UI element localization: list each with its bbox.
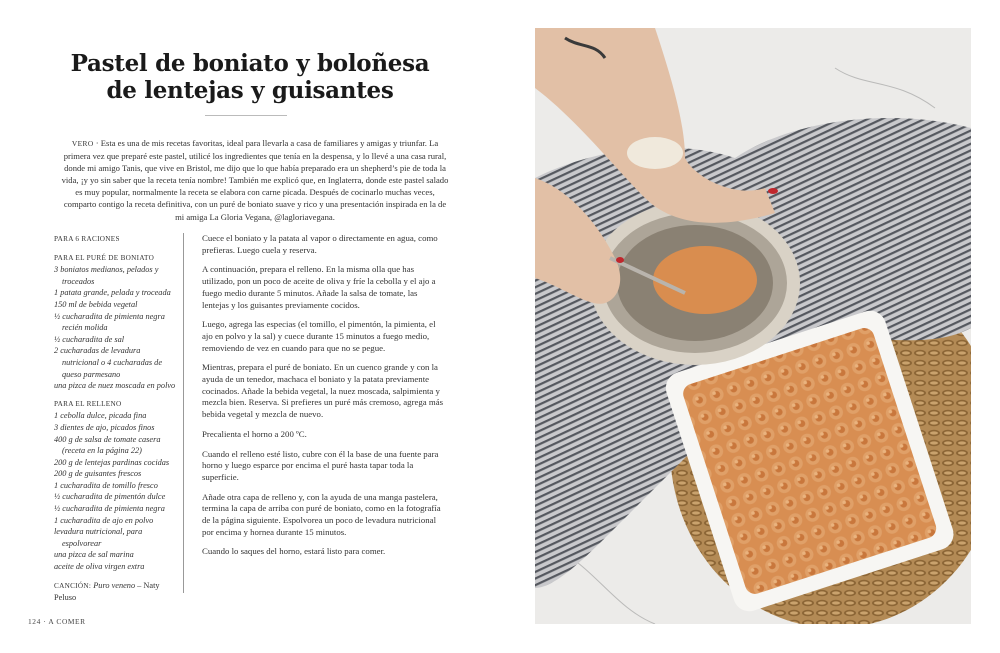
step-paragraph: Añade otra capa de relleno y, con la ayuda de una manga pastelera, termina la capa de arriba con puré de boniato, como en la fotografía de la página siguiente. Espolvorea un poco de levadura nutricional por encima y hornea durante 15 minutos. [202,491,441,537]
ingredient-item: 1 patata grande, pelada y troceada [54,288,171,298]
song-credit [54,580,178,604]
intro-text: · Esta es una de mis recetas favoritas, ideal para llevarla a casa de familiares y amigas y triunfar. La primera vez que preparé este pastel, utilicé los ingredientes que tenía en la despensa, y lo llevé a una casa rural, donde mi amigo Tanis, que vive en Bristol, me dijo que lo que había preparado era un shepherd’s pie de toda la vida, ¡y yo sin saber que la receta tenía nombre! También me explicó que, en Inglaterra, donde este pastel salado es muy popular, normalmente la receta se elabora con carne picada. Después de cocinarlo muchas veces, comparto contigo la receta definitiva, con un puré de boniato suave y rico y una presentación inspirada en la de mi amiga La Gloria Vegana, @lagloriavegana. [61,138,449,222]
title-line-2: de lentejas y guisantes [106,77,394,104]
song-label: CANCIÓN: [54,581,92,590]
ingredient-item: una pizca de sal marina [54,550,134,560]
bowl-filling [653,246,757,314]
ingredient-item: 2 cucharadas de levadura nutricional o 4 cucharadas de queso parmesano [54,346,163,379]
step-paragraph: Cuando lo saques del horno, estará listo para comer. [202,546,386,557]
ingredients-column [54,234,178,604]
ingredient-item: ½ cucharadita de pimentón dulce [54,492,166,502]
step-paragraph: Mientras, prepara el puré de boniato. En un cuenco grande y con la ayuda de un tenedor, machaca el boniato y la patata previamente cocinados. Añade la bebida vegetal, la nuez moscada, salpimienta y mezcla bien. Reserva. Si prefieres un puré más cremoso, agrega más bebida vegetal y mezcla de nuevo. [202,362,444,420]
method-steps [202,233,445,566]
ingredient-item: 150 ml de bebida vegetal [54,299,138,309]
ingredient-item: 1 cucharadita de tomillo fresco [54,480,158,490]
song-title: Puro veneno [93,580,136,590]
ingredient-item: 200 g de guisantes frescos [54,469,142,479]
ingredient-item: 400 g de salsa de tomate casera (receta en la página 22) [54,434,161,456]
ingredient-item: ½ cucharadita de pimienta negra recién molida [54,311,165,333]
ingredients-section-filling [54,399,178,573]
ingredient-item: levadura nutricional, para espolvorear [54,527,143,548]
step-paragraph: Cuando el relleno esté listo, cubre con él la base de una fuente para horno y luego esparce por encima el puré hasta tapar toda la superficie. [202,448,439,482]
step-paragraph: Precalienta el horno a 200 ºC. [202,428,307,439]
scrunchie [627,137,683,169]
ingredient-item: 1 cebolla dulce, picada fina [54,411,147,421]
step-paragraph: Cuece el boniato y la patata al vapor o directamente en agua, como prefieras. Luego cuela y reserva. [202,233,438,255]
title-line-1: Pastel de boniato y boloñesa [70,50,430,77]
step-paragraph: Luego, agrega las especias (el tomillo, el pimentón, la pimienta, el ajo en polvo y la sal) y cuece durante 15 minutos a fuego medio, removiendo de vez en cuando para que no se pegue. [202,319,436,353]
servings-label: PARA 6 RACIONES [54,235,120,243]
section-header: PARA EL RELLENO [54,399,122,408]
recipe-photo [535,28,971,624]
ingredient-item: aceite de oliva virgen extra [54,562,145,572]
ingredient-item: una pizca de nuez moscada en polvo [54,381,176,391]
song-artist: – Naty Peluso [54,580,160,603]
step-paragraph: A continuación, prepara el relleno. En la misma olla que has utilizado, pon un poco de aceite de oliva y fríe la cebolla y el ajo a fuego medio durante 5 minutos. Añade la salsa de tomate, las lentejas y los guisantes previamente cocidos. [202,264,436,310]
recipe-title [60,50,440,104]
title-rule [205,115,287,116]
ingredient-item: ½ cucharadita de pimienta negra [54,504,165,514]
ingredients-section-puree [54,253,178,392]
intro-paragraph [60,137,450,223]
section-header: PARA EL PURÉ DE BONIATO [54,253,155,262]
ingredient-item: 1 cucharadita de ajo en polvo [54,515,154,525]
column-divider [183,233,184,593]
ingredient-item: ½ cucharadita de sal [54,334,125,344]
page-folio: 124 · A COMER [28,617,86,626]
ingredient-item: 200 g de lentejas pardinas cocidas [54,457,170,467]
ingredient-item: 3 boniatos medianos, pelados y troceados [54,265,159,286]
ingredient-item: 3 dientes de ajo, picados finos [54,422,155,432]
intro-author: VERO [71,139,94,148]
